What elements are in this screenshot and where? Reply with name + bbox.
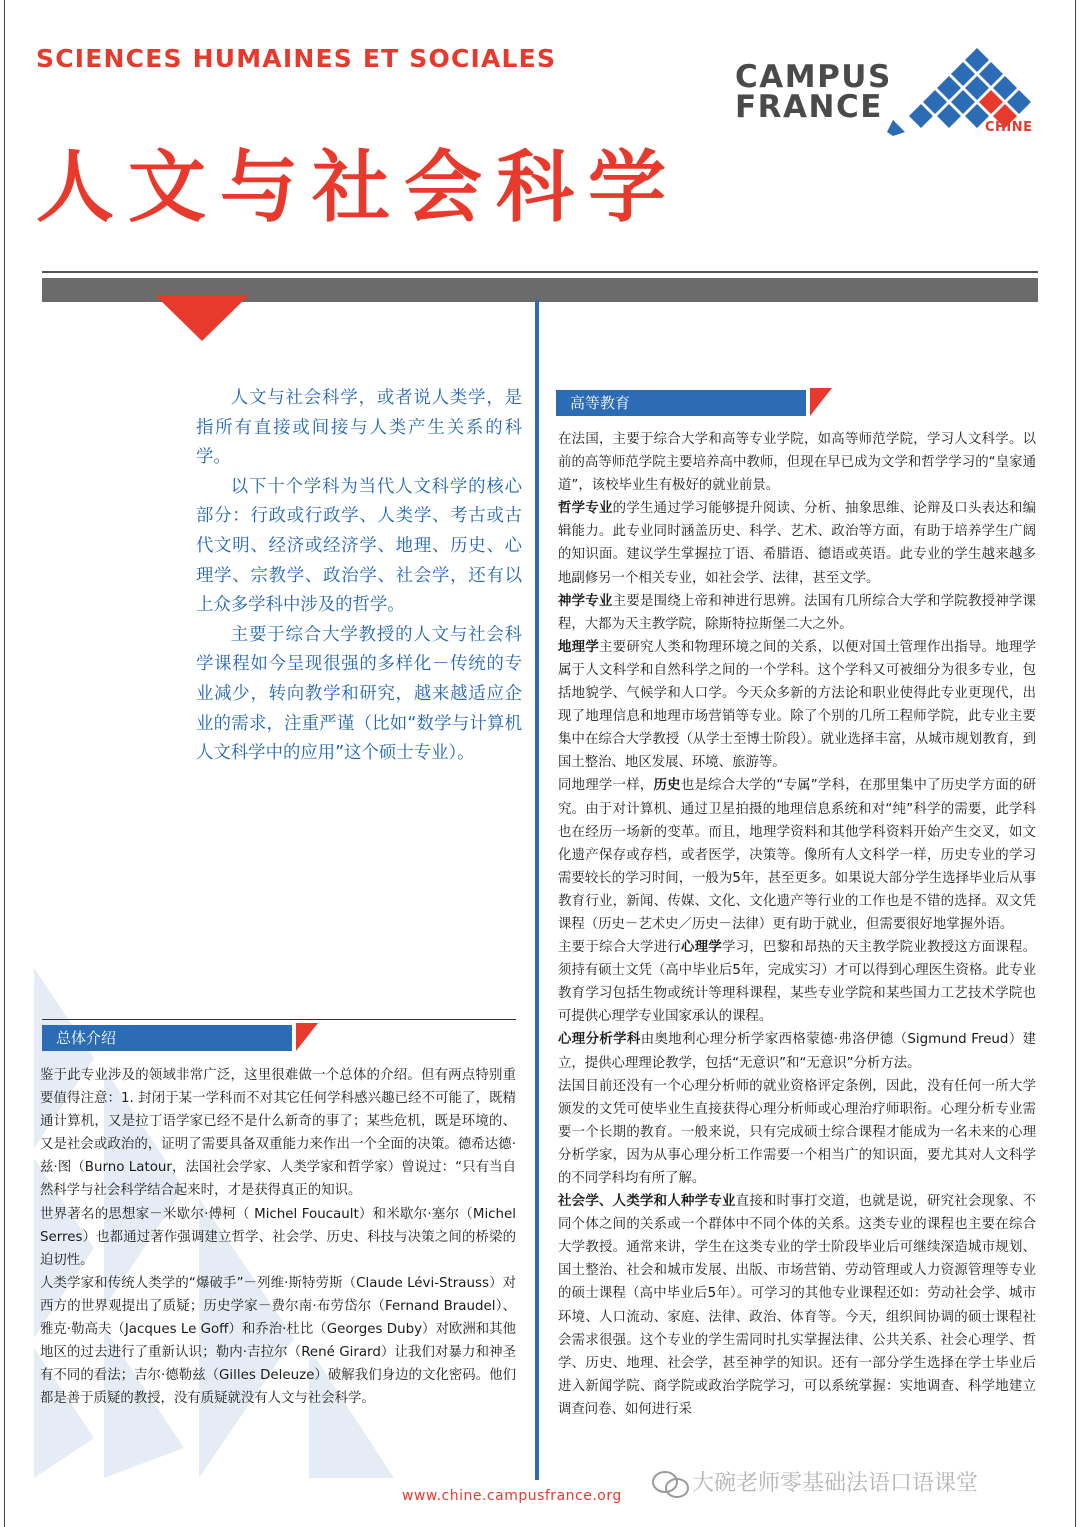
term-bold: 社会学、人类学和人种学专业 xyxy=(558,1194,736,1210)
section-header-higher-education xyxy=(556,390,1034,416)
section-red-triangle xyxy=(810,388,832,416)
text-paragraph: 世界著名的思想家－米歇尔·傅柯（ Michel Foucault）和米歇尔·塞尔（Michel Serres）也都通过著作强调建立哲学、社会学、历史、科技与决策之间的桥梁的迫切性。 xyxy=(40,1206,516,1268)
wechat-watermark-icon xyxy=(651,1470,691,1500)
term-bold: 心理分析学科 xyxy=(558,1032,641,1048)
page-title: 人文与社会科学 xyxy=(36,143,681,233)
section-rule xyxy=(42,1019,516,1020)
page-border-right xyxy=(1075,0,1076,1527)
text-paragraph: 哲学专业的学生通过学习能够提升阅读、分析、抽象思维、论辩及口头表达和编辑能力。此专业同时涵盖历史、科学、艺术、政治等方面，有助于培养学生广阔的知识面。建议学生掌握拉丁语、希腊语、德语或英语。此专业的学生越来越多地副修另一个相关专业，如社会学、法律，甚至文学。 xyxy=(558,501,1037,586)
section-header-overview xyxy=(42,1025,516,1051)
page-border-left xyxy=(4,0,5,1527)
watermark-text: 大碗老师零基础法语口语课堂 xyxy=(692,1471,979,1496)
text-paragraph: 同地理学一样，历史也是综合大学的“专属”学科，在那里集中了历史学方面的研究。由于对计算机、通过卫星拍摄的地理信息系统和对“纯”科学的需要，此学科也在经历一场新的变革。而且，地理学资料和其他学科资料开始产生交叉，如文化遗产保存或存档，或者医学，决策等。像所有人文科学一样，历史专业的学习需要较长的学习时间，一般为5年，甚至更多。如果说大部分学生选择毕业后从事教育行业，新闻、传媒、文化、文化遗产等行业的工作也是不错的选择。双文凭课程（历史－艺术史／历史－法律）更有助于就业，但需要很好地掌握外语。 xyxy=(558,778,1037,932)
section-red-triangle xyxy=(296,1023,318,1051)
logo-line-france: FRANCE xyxy=(735,89,883,125)
higher-education-text xyxy=(558,428,1036,1421)
text-paragraph: 在法国，主要于综合大学和高等专业学院，如高等师范学院，学习人文科学。以前的高等师范学院主要培养高中教师，但现在早已成为文学和哲学学习的“皇家通道”，该校毕业生有极好的就业前景。 xyxy=(558,432,1036,494)
header-rule xyxy=(42,271,1038,273)
text-paragraph: 法国目前还没有一个心理分析师的就业资格评定条例，因此，没有任何一所大学颁发的文凭可使毕业生直接获得心理分析师或心理治疗师职衔。心理分析专业需要一个长期的教育。一般来说，只有完成硕士综合课程才能成为一名未来的心理分析学家，因为从事心理分析工作需要一个相当广的知识面，要尤其对人文科学的不同学科均有所了解。 xyxy=(558,1078,1036,1186)
section-heading: 总体介绍 xyxy=(42,1025,292,1051)
text-paragraph: 鉴于此专业涉及的领域非常广泛，这里很难做一个总体的介绍。但有两点特别重要值得注意：1. 封闭于某一学科而不对其它任何学科感兴趣已经不可能了，既精通计算机，又是拉丁语学家已经不是什么新奇的事了；某些危机，既是环境的、又是社会或政治的，证明了需要具备双重能力来作出一个全面的决策。德希达德·兹·图（Burno Latour，法国社会学家、人类学家和哲学家）曾说过：“只有当自然科学与社会科学结合起来时，才是获得真正的知识。 xyxy=(40,1068,516,1199)
intro-paragraph: 主要于综合大学教授的人文与社会科学课程如今呈现很强的多样化－传统的专业减少，转向教学和研究，越来越适应企业的需求，注重严谨（比如“数学与计算机人文科学中的应用”这个硕士专业）。 xyxy=(196,624,522,764)
footer-url-link[interactable]: www.chine.campusfrance.org xyxy=(402,1488,622,1504)
text-paragraph: 人类学家和传统人类学的“爆破手”－列维·斯特劳斯（Claude Lévi-Strauss）对西方的世界观提出了质疑；历史学家－费尔南·布劳岱尔（Fernand Braudel）、雅克·勒高夫（Jacques Le Goff）和乔治·杜比（Georges Duby）对欧洲和其他地区的过去进行了重新认识；勒内·吉拉尔（René Girard）让我们对暴力和神圣有不同的看法；吉尔·德勒兹（Gilles Deleuze）破解我们身边的文化密码。他们都是善于质疑的教授，没有质疑就没有人文与社会科学。 xyxy=(40,1275,516,1407)
text-paragraph: 主要于综合大学进行心理学学习，巴黎和昂热的天主教学院业教授这方面课程。须持有硕士文凭（高中毕业后5年，完成实习）才可以得到心理医生资格。此专业教育学习包括生物或统计等理科课程，某些专业学院和某些国力工艺技术学院也可提供心理学专业国家承认的课程。 xyxy=(558,940,1037,1025)
section-heading: 高等教育 xyxy=(556,390,806,416)
term-bold: 心理学 xyxy=(680,940,722,956)
logo-chine-label: CHINE xyxy=(985,120,1033,135)
term-bold: 地理学 xyxy=(558,639,599,655)
intro-paragraph: 以下十个学科为当代人文科学的核心部分：行政或行政学、人类学、考古或古代文明、经济或经济学、地理、历史、心理学、宗教学、政治学、社会学，还有以上众多学科中涉及的哲学。 xyxy=(196,476,522,616)
text-paragraph: 心理分析学科由奥地利心理分析学家西格蒙德·弗洛伊德（Sigmund Freud）建立，提供心理理论教学，包括“无意识”和“无意识”分析方法。 xyxy=(558,1032,1036,1071)
term-bold: 神学专业 xyxy=(558,593,613,609)
text-paragraph: 神学专业主要是围绕上帝和神进行思辨。法国有几所综合大学和学院教授神学课程，大都为天主教学院，除斯特拉斯堡二大之外。 xyxy=(558,593,1037,632)
text-paragraph: 地理学主要研究人类和物理环境之间的关系，以便对国土管理作出指导。地理学属于人文科学和自然科学之间的一个学科。这个学科又可被细分为很多专业，包括地貌学、气候学和人口学。今天众多新的方法论和职业使得此专业更现代，出现了地理信息和地理市场营销等专业。除了个别的几所工程师学院，此专业主要集中在综合大学教授（从学士至博士阶段）。就业选择丰富，从城市规划教育，到国土整治、地区发展、环境、旅游等。 xyxy=(558,639,1037,771)
category-title: SCIENCES HUMAINES ET SOCIALES xyxy=(36,44,557,73)
red-triangle-marker xyxy=(155,295,249,341)
intro-block xyxy=(196,384,522,769)
intro-paragraph: 人文与社会科学，或者说人类学，是指所有直接或间接与人类产生关系的科学。 xyxy=(196,388,522,468)
column-divider xyxy=(535,300,539,1480)
logo-line-campus: CAMPUS xyxy=(735,59,892,95)
text-paragraph: 社会学、人类学和人种学专业直接和时事打交道，也就是说，研究社会现象、不同个体之间的关系或一个群体中不同个体的关系。这类专业的课程也主要在综合大学教授。通常来讲，学生在这类专业的学士阶段毕业后可继续深造城市规划、国土整治、社会和城市发展、出版、市场营销、劳动管理或人力资源管理等专业的硕士课程（高中毕业后5年）。可学习的其他专业课程还如：劳动社会学、城市环境、人口流动、家庭、法律、政治、体育等。今天，组织间协调的硕士课程社会需求很强。这个专业的学生需同时扎实掌握法律、公共关系、社会心理学、哲学、历史、地理、社会学，甚至神学的知识。还有一部分学生选择在学士毕业后进入新闻学院、商学院或政治学院学习，可以系统掌握：实地调查、科学地建立调查问卷、如何进行采 xyxy=(558,1194,1037,1417)
overview-text xyxy=(40,1064,516,1410)
term-bold: 哲学专业 xyxy=(558,501,613,517)
term-bold: 历史 xyxy=(653,778,681,794)
campus-france-logo xyxy=(735,46,1040,136)
